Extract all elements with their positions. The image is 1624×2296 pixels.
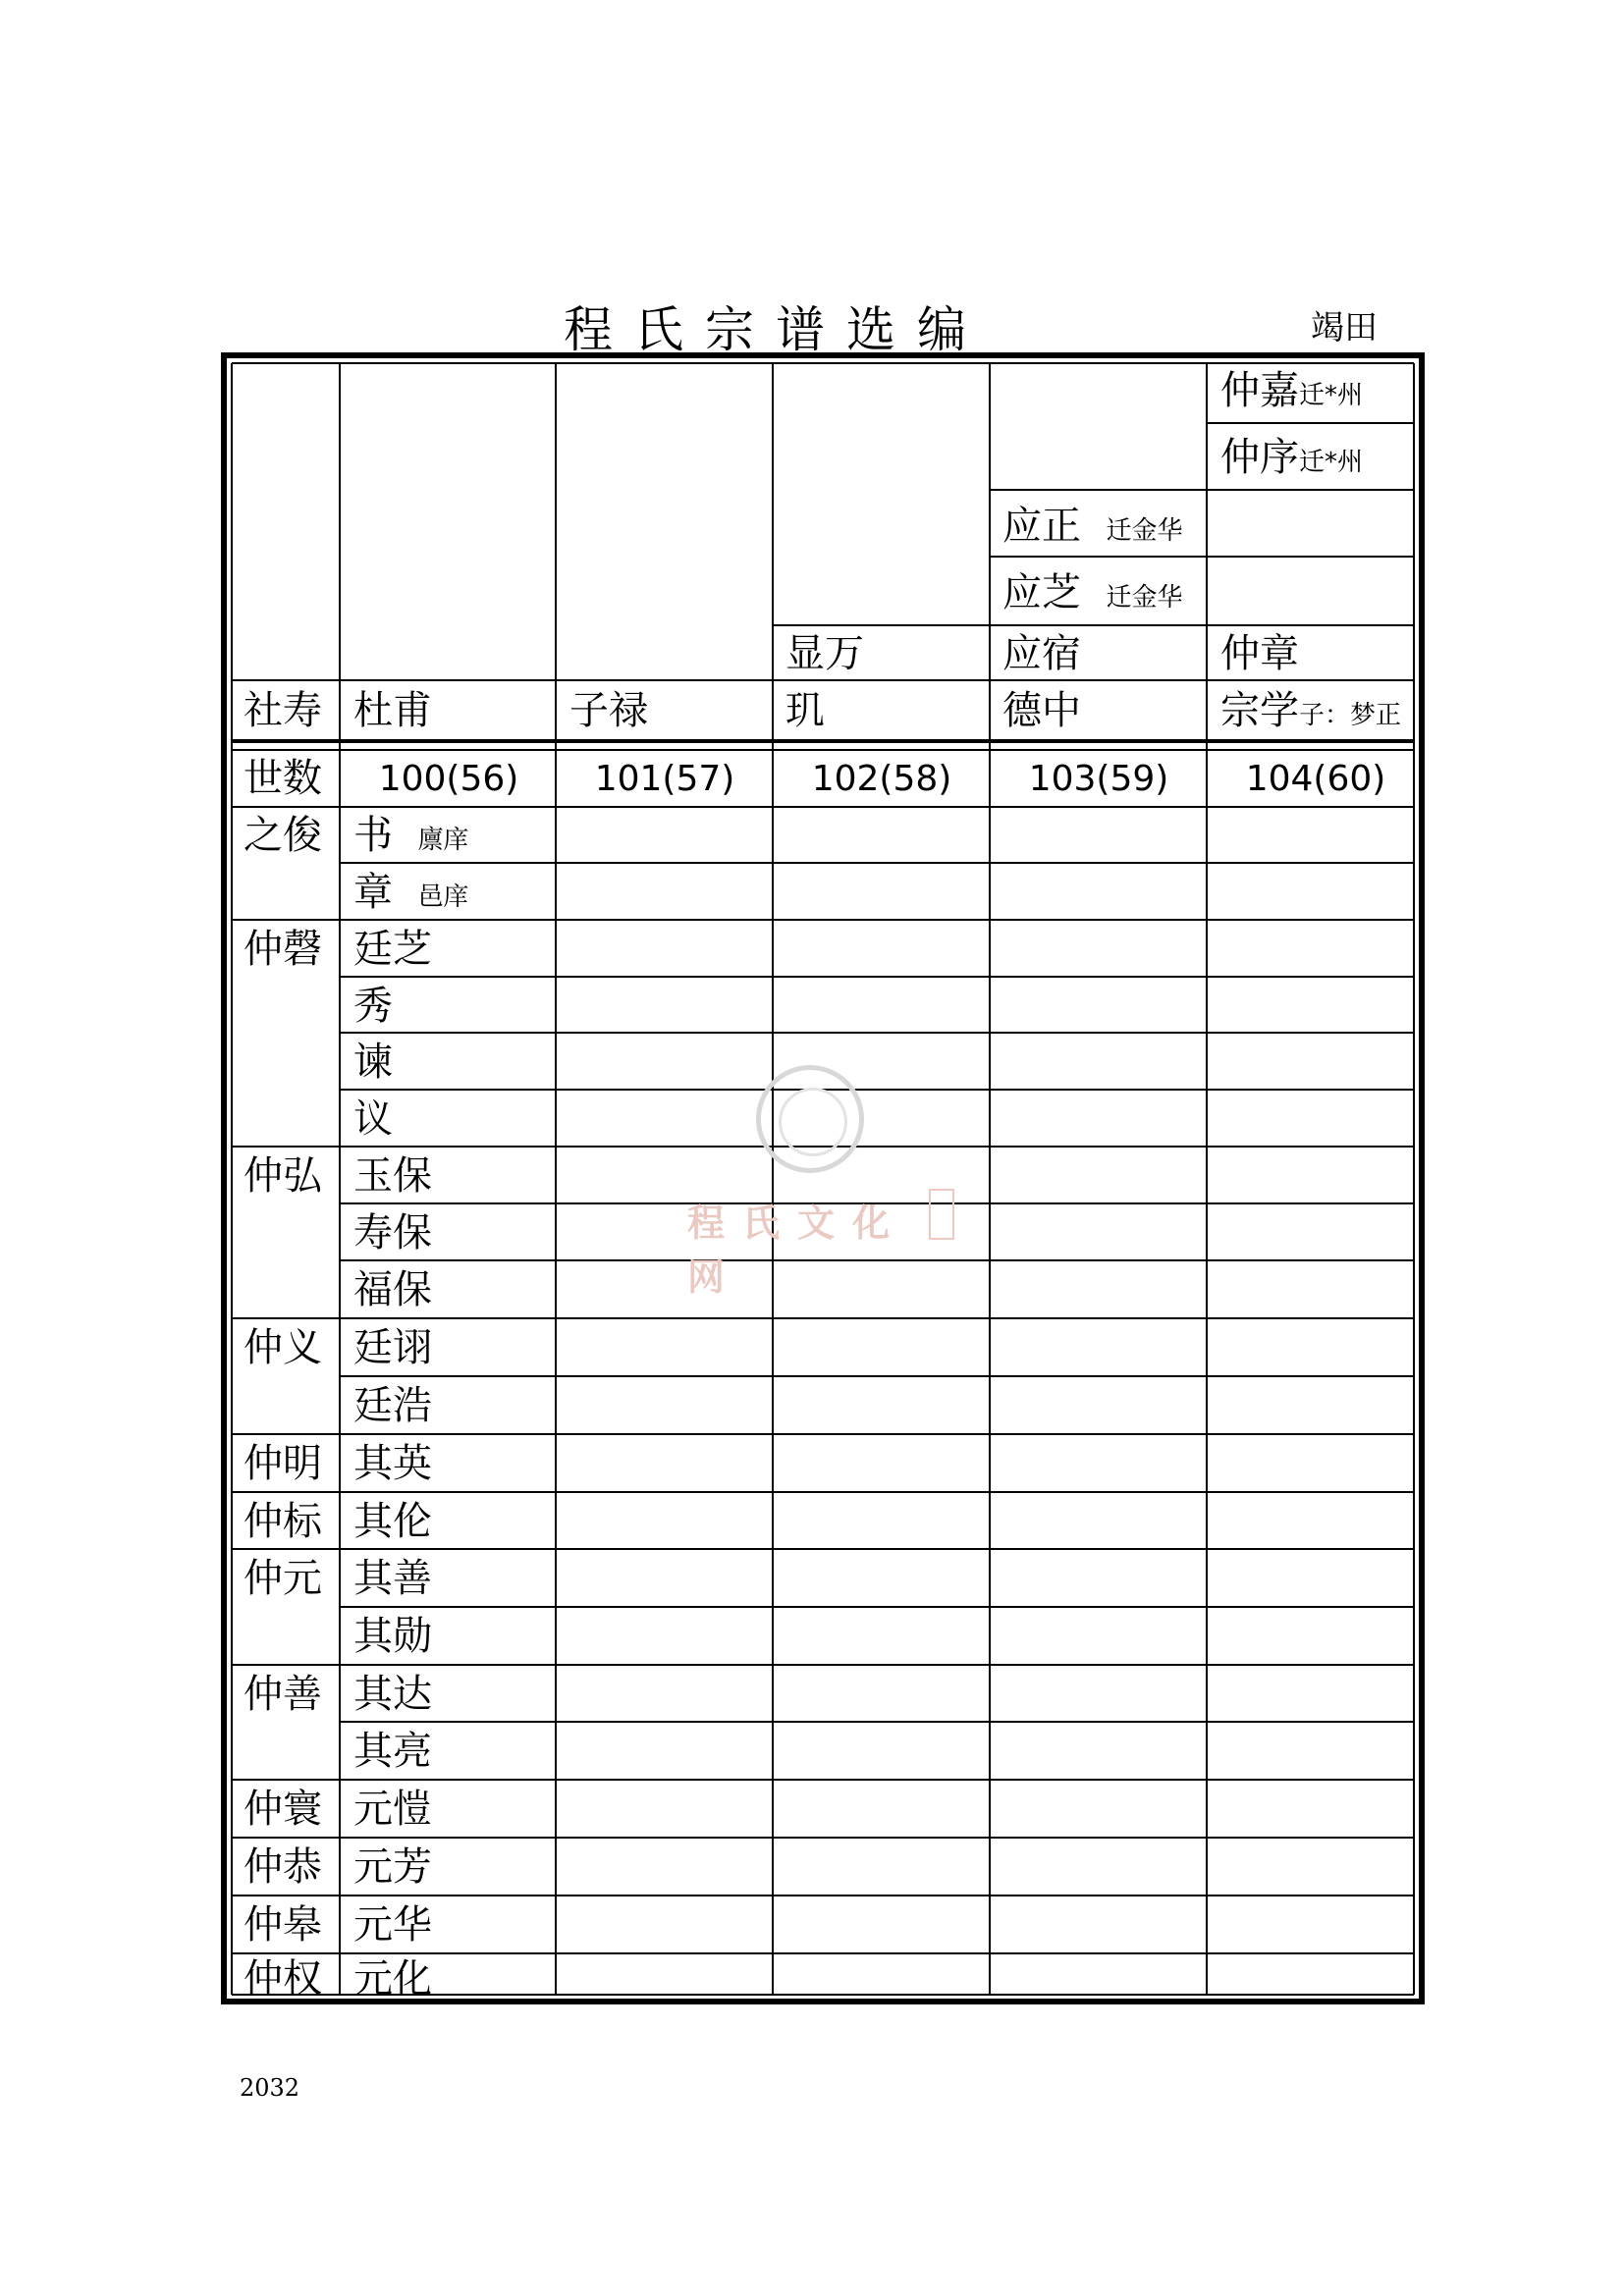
col2-bottom: 子禄 — [569, 688, 648, 733]
parent-name: 仲寰 — [244, 1787, 322, 1832]
col4-row1 — [1002, 504, 1183, 549]
child-name: 其亮 — [353, 1729, 432, 1774]
generation-100: 100(56) — [378, 759, 519, 799]
parent-name: 仲皋 — [244, 1902, 322, 1948]
child-note: 廪庠 — [417, 826, 469, 855]
child-name: 秀 — [353, 984, 393, 1029]
child-name: 其达 — [353, 1672, 432, 1717]
child-name: 元华 — [353, 1902, 432, 1948]
col5-row2 — [1220, 435, 1364, 480]
child-name: 福保 — [353, 1267, 432, 1312]
col5-bottom — [1220, 688, 1402, 733]
child-name-text: 书 — [353, 813, 393, 858]
parent-name: 仲权 — [244, 1956, 322, 2002]
page-title: 程氏宗谱选编 — [564, 301, 988, 358]
child-name-text: 章 — [353, 870, 393, 915]
generation-102: 102(58) — [811, 759, 952, 799]
col4-row2 — [1002, 570, 1183, 615]
parent-name: 仲弘 — [244, 1153, 322, 1199]
parent-name: 仲善 — [244, 1672, 322, 1717]
child-name: 其勋 — [353, 1614, 432, 1659]
child-name: 其善 — [353, 1556, 432, 1601]
watermark-text: 程氏文化网 — [687, 1201, 908, 1299]
page-number: 2032 — [240, 2074, 300, 2102]
col4-bottom: 德中 — [1002, 688, 1081, 733]
col1-bottom: 杜甫 — [353, 688, 432, 733]
child-name: 玉保 — [353, 1153, 432, 1199]
parent-name: 仲标 — [244, 1499, 322, 1544]
child-name: 元芳 — [353, 1844, 432, 1890]
child-name: 元化 — [353, 1956, 432, 2002]
col5-bottom-note: 子：梦正 — [1299, 701, 1402, 730]
col4-row2-note: 迁金华 — [1106, 583, 1183, 613]
parent-name: 之俊 — [244, 813, 322, 858]
col3-upper: 显万 — [785, 631, 864, 676]
parent-name: 仲恭 — [244, 1844, 322, 1890]
col4-row1-name: 应正 — [1002, 504, 1081, 549]
child-name: 廷诩 — [353, 1325, 432, 1370]
col4-row3: 应宿 — [1002, 631, 1081, 676]
col5-row1 — [1220, 368, 1364, 413]
child-name: 其英 — [353, 1441, 432, 1486]
col5-row5: 仲章 — [1220, 631, 1299, 676]
child-name: 其伦 — [353, 1499, 432, 1544]
generation-label: 世数 — [244, 756, 322, 801]
child-name: 谏 — [353, 1040, 393, 1085]
generation-101: 101(57) — [594, 759, 735, 799]
generation-103: 103(59) — [1028, 759, 1169, 799]
child-note: 邑庠 — [417, 882, 469, 912]
child-name: 廷芝 — [353, 927, 432, 972]
col5-row1-note: 迁*州 — [1299, 381, 1364, 410]
child-name: 元愷 — [353, 1787, 432, 1832]
place-name: 竭田 — [1311, 308, 1378, 347]
parent-name: 仲明 — [244, 1441, 322, 1486]
col4-row2-name: 应芝 — [1002, 570, 1081, 615]
col5-row2-note: 迁*州 — [1299, 448, 1364, 477]
child-name: 议 — [353, 1096, 393, 1142]
generation-104: 104(60) — [1245, 759, 1386, 799]
child-name: 寿保 — [353, 1210, 432, 1255]
child-name: 廷浩 — [353, 1383, 432, 1428]
col5-row2-name: 仲序 — [1220, 435, 1299, 480]
child-name — [353, 813, 469, 858]
parent-name: 仲元 — [244, 1556, 322, 1601]
parent-name: 仲磬 — [244, 927, 322, 972]
col4-row1-note: 迁金华 — [1106, 516, 1183, 546]
col5-bottom-name: 宗学 — [1220, 688, 1299, 733]
col3-bottom: 玑 — [785, 688, 825, 733]
col5-row1-name: 仲嘉 — [1220, 368, 1299, 413]
child-name — [353, 870, 469, 915]
col0-bottom: 社寿 — [244, 688, 322, 733]
parent-name: 仲义 — [244, 1325, 322, 1370]
